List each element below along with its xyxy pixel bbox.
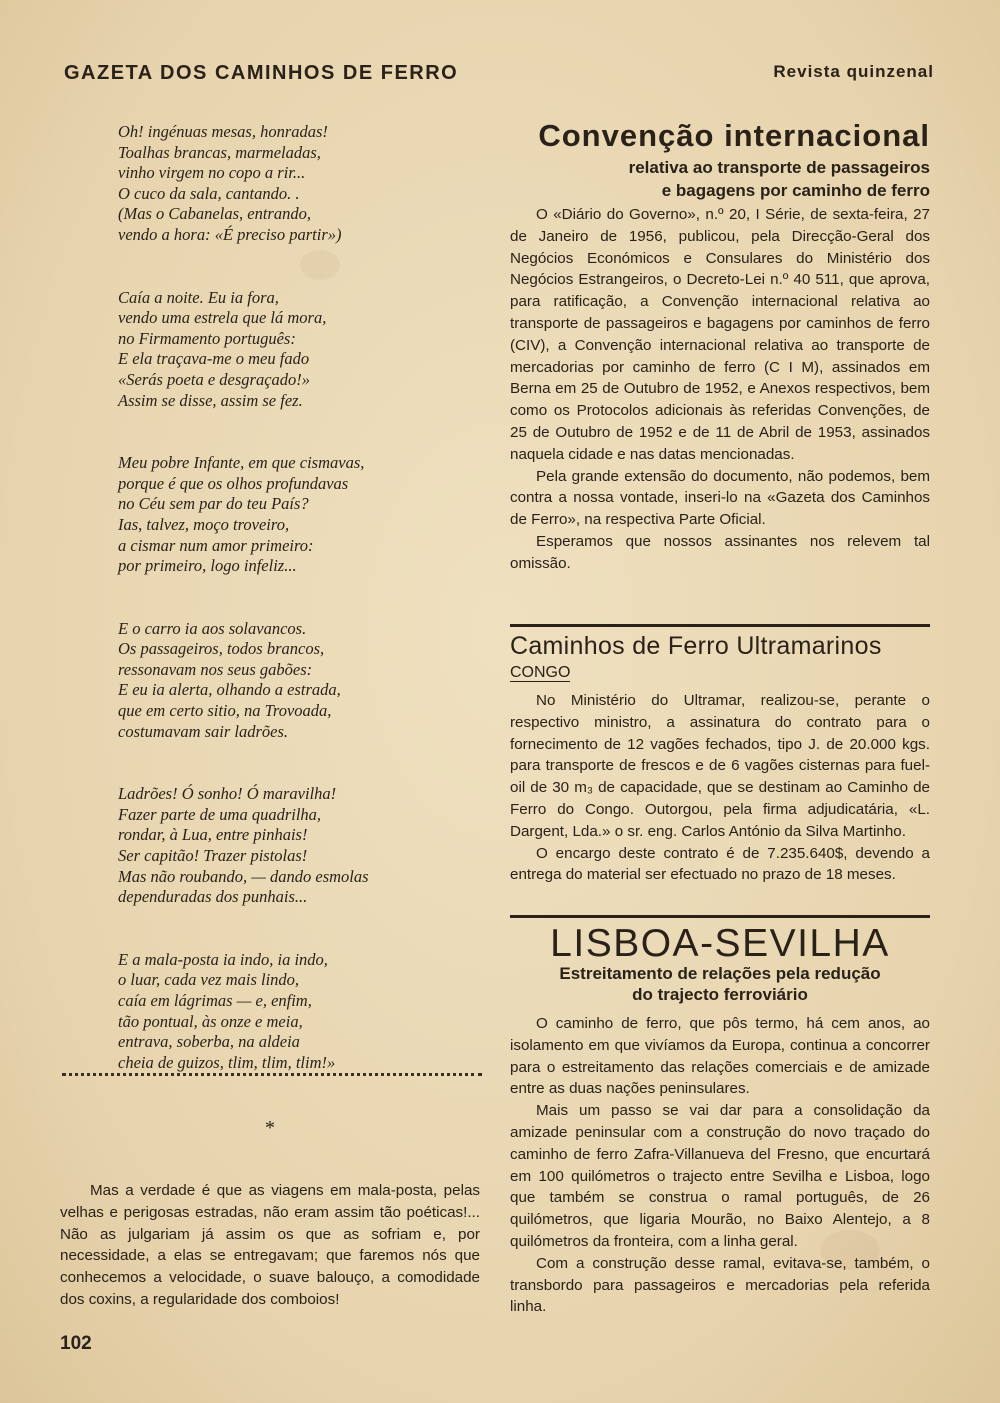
article1-title: Convenção internacional [538, 118, 930, 153]
article3-subtitle-line: do trajecto ferroviário [632, 985, 808, 1004]
poem-line: ressonavam nos seus gabões: [118, 659, 313, 679]
poem-line: Mas não roubando, — dando esmolas [118, 866, 369, 886]
article-paragraph: No Ministério do Ultramar, realizou-se, perante o respectivo ministro, a assinatura do contrato para o fornecimento de 12 vagões fechados, tipo J. de 20.000 kgs. para transporte de frescos e de 6 vagões cisternas para fuel-oil de 30 m₃ de capacidade, que se destinam ao Caminho de Ferro do Congo. Outorgou, pela firma adjudicatária, «L. Dargent, Lda.» o sr. eng. Carlos António da Silva Martinho. [510, 692, 930, 840]
article1-subtitle-line: e bagagens por caminho de ferro [661, 181, 930, 200]
article3-subtitle-line: Estreitamento de relações pela redução [559, 964, 881, 983]
article1-body [510, 204, 930, 575]
poem-line: E ela traçava-me o meu fado [118, 349, 310, 369]
poem-line: Caía a noite. Eu ia fora, [118, 287, 279, 307]
poem-line: vinho virgem no copo a rir... [118, 163, 306, 183]
article-paragraph: Com a construção desse ramal, evitava-se, também, o transbordo para passageiros e mercadorias pela referida linha. [510, 1254, 930, 1316]
poem-line: «Serás poeta e desgraçado!» [118, 369, 311, 389]
poem-line: cheia de guizos, tlim, tlim, tlim!» [118, 1052, 336, 1072]
poem-stanza [118, 784, 478, 908]
poem-line: Oh! ingénuas mesas, honradas! [118, 122, 328, 141]
article-divider [510, 624, 930, 627]
poem-line: (Mas o Cabanelas, entrando, [118, 204, 311, 224]
article2-subtitle-text: CONGO [510, 664, 571, 681]
poem-line: vendo uma estrela que lá mora, [118, 308, 327, 328]
poem-line: E eu ia alerta, olhando a estrada, [118, 680, 341, 700]
poem-line: E a mala-posta ia indo, ia indo, [118, 949, 328, 969]
publication-frequency: Revista quinzenal [773, 62, 934, 81]
article1-subtitle [510, 156, 930, 202]
poem-line: entrava, soberba, na aldeia [118, 1032, 300, 1052]
article3-title: LISBOA-SEVILHA [550, 922, 890, 965]
poem-line: dependuradas dos punhais... [118, 887, 308, 907]
article-paragraph: O «Diário do Governo», n.º 20, I Série, de sexta-feira, 27 de Janeiro de 1956, publicou, pela Direcção-Geral dos Negócios Económicos e Consulares do Ministério dos Negócios Estrangeiros, o Decreto-Lei n.º 40 511, que aprova, para ratificação, a Convenção internacional relativa ao transporte de passageiros e bagagens por caminhos de ferro (CIV), a Convenção internacional relativa ao transporte de mercadorias por caminho de ferro (C I M), assinados em Berna em 25 de Outubro de 1952, e Anexos respectivos, bem como os Protocolos adicionais às referidas Convenções, de 25 de Outubro de 1952 e de 11 de Abril de 1953, assinados naquela cidade e nas datas mencionadas. [510, 206, 930, 463]
poem-line: o luar, cada vez mais lindo, [118, 970, 300, 990]
article1-subtitle-line: relativa ao transporte de passageiros [628, 158, 930, 177]
poem-line: O cuco da sala, cantando. . [118, 183, 300, 203]
poem-line: porque é que os olhos profundavas [118, 473, 349, 493]
poem-line: Toalhas brancas, marmeladas, [118, 142, 321, 162]
poem-line: caía em lágrimas — e, enfim, [118, 991, 312, 1010]
article2-title: Caminhos de Ferro Ultramarinos [510, 632, 882, 660]
poem-line: Meu pobre Infante, em que cismavas, [118, 453, 365, 473]
article2-body [510, 690, 930, 886]
poem-stanza [118, 453, 478, 577]
article-paragraph: Pela grande extensão do documento, não podemos, bem contra a nossa vontade, inseri-lo na «Gazeta dos Caminhos de Ferro», na respectiva Parte Oficial. [510, 467, 930, 529]
article-paragraph: O encargo deste contrato é de 7.235.640$, devendo a entrega do material ser efectuado no prazo de 18 meses. [510, 844, 930, 884]
poem-line: E o carro ia aos solavancos. [118, 618, 307, 638]
poem-line: rondar, à Lua, entre pinhais! [118, 825, 308, 845]
poem-line: a cismar num amor primeiro: [118, 535, 314, 555]
poem-line: que em certo sitio, na Trovoada, [118, 701, 332, 721]
article3-subtitle [510, 963, 930, 1005]
poem-line: no Firmamento português: [118, 328, 296, 348]
poem-stanza [118, 619, 478, 743]
poem-line: vendo a hora: «É preciso partir») [118, 224, 342, 244]
article-paragraph: Esperamos que nossos assinantes nos relevem tal omissão. [510, 532, 930, 572]
poem-line: Ias, talvez, moço troveiro, [118, 514, 290, 534]
publication-title: GAZETA DOS CAMINHOS DE FERRO [64, 62, 459, 84]
article-divider [510, 915, 930, 918]
section-separator: * [265, 1117, 275, 1139]
poem-line: Ser capitão! Trazer pistolas! [118, 846, 308, 866]
poem-line: Assim se disse, assim se fez. [118, 390, 303, 410]
poem-line: tão pontual, às onze e meia, [118, 1011, 303, 1031]
page-number: 102 [60, 1333, 92, 1354]
poem-stanza [118, 122, 478, 246]
article3-body [510, 1013, 930, 1318]
poem [118, 122, 478, 1115]
poem-stanza [118, 950, 478, 1074]
poem-line: no Céu sem par do teu País? [118, 494, 309, 514]
poem-line: por primeiro, logo infeliz... [118, 556, 297, 576]
poem-line: Fazer parte de uma quadrilha, [118, 804, 322, 824]
closing-paragraph: Mas a verdade é que as viagens em mala-posta, pelas velhas e perigosas estradas, não eram assim tão poéticas!... Não as julgariam já assim os que as sofriam e, por necessidade, a elas se entregavam; que faremos nós que conhecemos a velocidade, o suave balouço, a comodidade dos coxins, a regularidade dos comboios! [60, 1182, 480, 1308]
article2-subtitle [510, 664, 930, 682]
poem-line: Os passageiros, todos brancos, [118, 639, 325, 659]
poem-line: Ladrões! Ó sonho! Ó maravilha! [118, 784, 337, 804]
poem-line: costumavam sair ladrões. [118, 721, 289, 741]
dotted-divider [62, 1073, 482, 1076]
article-paragraph: O caminho de ferro, que pôs termo, há cem anos, ao isolamento em que vivíamos da Europa, continua a concorrer para o estreitamento das relações comerciais e de amizade entre as duas nações peninsulares. [510, 1015, 930, 1098]
article-paragraph: Mais um passo se vai dar para a consolidação da amizade peninsular com a construção do novo traçado do caminho de ferro Zafra-Villanueva del Fresno, que encurtará em 100 quilómetros o trajecto entre Sevilha e Lisboa, logo que também se construa o ramal português, de 26 quilómetros, que ligaria Mourão, no Baixo Alentejo, a 8 quilómetros da fronteira, com a linha geral. [510, 1102, 930, 1250]
poem-stanza [118, 288, 478, 412]
